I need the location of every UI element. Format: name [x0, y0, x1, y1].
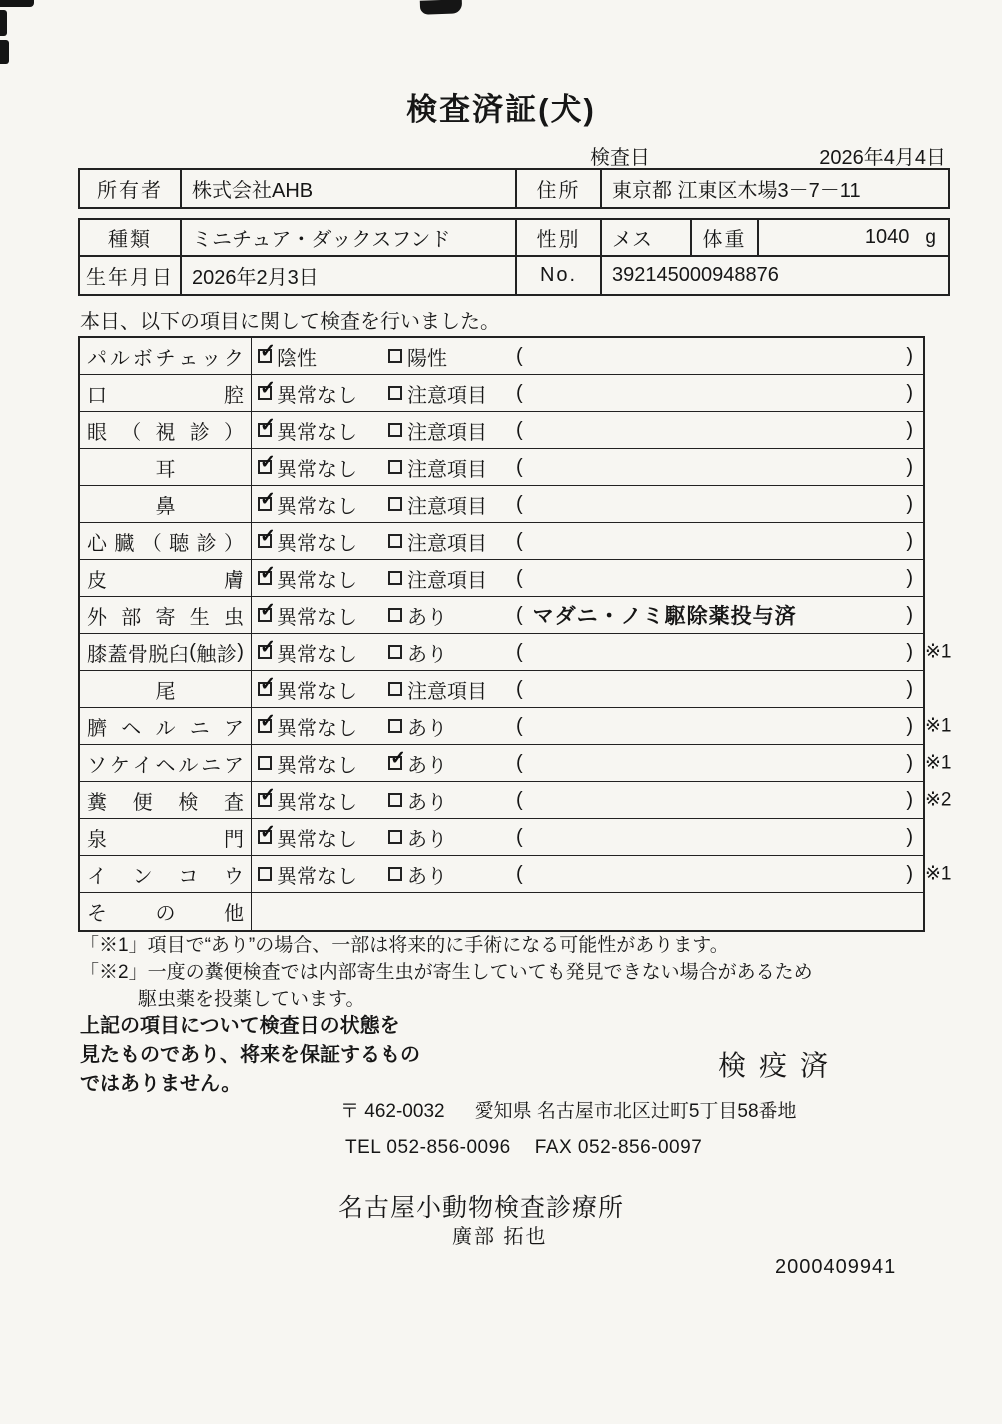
- open-paren: (: [516, 344, 523, 367]
- tel-number: TEL 052-856-0096: [345, 1137, 511, 1158]
- comment-cell: [512, 782, 923, 818]
- comment-cell: [512, 819, 923, 855]
- open-paren: (: [516, 751, 523, 774]
- owner-row: [80, 170, 948, 207]
- option-1-label: 異常なし: [277, 384, 357, 407]
- breed-label: 種類: [80, 220, 182, 255]
- intro-text: 本日、以下の項目に関して検査を行いました。: [80, 311, 500, 333]
- disclaimer: [80, 1012, 420, 1099]
- comment-cell: [512, 560, 923, 596]
- checkbox-icon: [388, 748, 406, 770]
- close-paren: ): [906, 455, 913, 478]
- checkbox-icon: [388, 423, 402, 437]
- inspection-row: [80, 597, 923, 634]
- document-number: 2000409941: [775, 1256, 897, 1278]
- inspection-table: [78, 336, 952, 932]
- option-1: [252, 338, 382, 374]
- option-1: [252, 597, 382, 633]
- option-1: [252, 671, 382, 707]
- checkbox-icon: [388, 534, 402, 548]
- option-2: [382, 449, 512, 485]
- inspection-row: [80, 671, 923, 708]
- scan-artifact: [420, 0, 462, 15]
- option-2: [382, 819, 512, 855]
- option-2-label: 注意項目: [407, 532, 487, 555]
- inspection-date-value: 2026年4月4日: [819, 147, 946, 169]
- option-1-label: 異常なし: [277, 458, 357, 481]
- inspection-row: [80, 375, 923, 412]
- no-label: No.: [517, 257, 602, 294]
- open-paren: (: [516, 640, 523, 663]
- sex-value: メス: [602, 220, 692, 255]
- address-value: 東京都 江東区木場3－7－11: [612, 180, 861, 202]
- option-1: [252, 634, 382, 670]
- owner-label: 所有者: [80, 170, 182, 207]
- item-label: 口 腔: [80, 375, 252, 411]
- checkbox-icon: [258, 674, 276, 696]
- close-paren: ): [906, 677, 913, 700]
- comment-cell: [512, 745, 923, 781]
- inspection-date-row: [590, 141, 946, 170]
- check-mark-icon: ✓: [260, 415, 276, 436]
- item-label: イ ン コ ウ: [80, 856, 252, 892]
- item-label: 臍 ヘ ル ニ ア: [80, 708, 252, 744]
- close-paren: ): [906, 529, 913, 552]
- check-mark-icon: ✓: [260, 785, 276, 806]
- option-2: [382, 412, 512, 448]
- close-paren: ): [906, 418, 913, 441]
- option-2: [382, 634, 512, 670]
- inspection-row: [80, 486, 923, 523]
- checkbox-icon: [258, 341, 276, 363]
- comment-cell: [512, 708, 923, 744]
- footnote-ref: ※2: [925, 789, 952, 811]
- option-1-label: 陰性: [277, 347, 317, 370]
- item-label: 眼 （ 視 診 ）: [80, 412, 252, 448]
- inspection-row: [80, 412, 923, 449]
- option-1: [252, 782, 382, 818]
- inspection-row: [80, 893, 923, 930]
- checkbox-icon: [388, 830, 402, 844]
- option-2: [382, 782, 512, 818]
- clinic-name: 名古屋小動物検査診療所: [338, 1194, 625, 1222]
- option-1-label: 異常なし: [277, 791, 357, 814]
- item-label: 泉 門: [80, 819, 252, 855]
- footnote-line: 「※2」一度の糞便検査では内部寄生虫が寄生していても発見できない場合があるため: [80, 962, 813, 983]
- option-2-label: あり: [407, 643, 447, 666]
- item-label: 耳: [80, 449, 252, 485]
- scan-artifact: [0, 0, 34, 7]
- check-mark-icon: ✓: [260, 378, 276, 399]
- address-label: 住所: [517, 170, 602, 207]
- option-2: [382, 597, 512, 633]
- check-mark-icon: ✓: [260, 489, 276, 510]
- option-2-label: 陽性: [407, 347, 447, 370]
- checkbox-icon: [258, 526, 276, 548]
- option-1: [252, 745, 382, 781]
- check-mark-icon: ✓: [260, 563, 276, 584]
- open-paren: (: [516, 862, 523, 885]
- option-1-label: 異常なし: [277, 717, 357, 740]
- option-1: [252, 375, 382, 411]
- option-2-label: あり: [407, 791, 447, 814]
- check-mark-icon: ✓: [260, 674, 276, 695]
- footnotes: [80, 932, 813, 1013]
- open-paren: (: [516, 825, 523, 848]
- checkbox-icon: [258, 711, 276, 733]
- check-mark-icon: ✓: [260, 341, 276, 362]
- item-label: そ の 他: [80, 893, 252, 930]
- option-2-label: 注意項目: [407, 495, 487, 518]
- open-paren: (: [516, 677, 523, 700]
- close-paren: ): [906, 640, 913, 663]
- checkbox-icon: [388, 793, 402, 807]
- option-1: [252, 819, 382, 855]
- footnote-ref: ※1: [925, 641, 952, 663]
- vet-name: 廣部 拓也: [452, 1226, 548, 1248]
- checkbox-icon: [388, 497, 402, 511]
- weight-number: 1040: [864, 226, 910, 248]
- close-paren: ): [906, 603, 913, 626]
- option-1: [252, 412, 382, 448]
- checkbox-icon: [258, 452, 276, 474]
- comment-cell: [512, 523, 923, 559]
- checkbox-icon: [258, 600, 276, 622]
- open-paren: (: [516, 381, 523, 404]
- option-1: [252, 856, 382, 892]
- item-label: 糞 便 検 査: [80, 782, 252, 818]
- option-2: [382, 486, 512, 522]
- breed-row: [80, 220, 948, 257]
- option-1-label: 異常なし: [277, 865, 357, 888]
- weight-value: [759, 220, 948, 255]
- comment-cell: [512, 486, 923, 522]
- option-2: [382, 708, 512, 744]
- option-1: [252, 708, 382, 744]
- checkbox-icon: [388, 460, 402, 474]
- close-paren: ): [906, 825, 913, 848]
- scan-artifact: [0, 40, 9, 64]
- pet-table: [78, 218, 950, 296]
- option-2-label: 注意項目: [407, 421, 487, 444]
- option-2: [382, 856, 512, 892]
- owner-table: [78, 168, 950, 209]
- option-2-label: あり: [407, 865, 447, 888]
- checkbox-icon: [388, 386, 402, 400]
- comment-text: マダニ・ノミ駆除薬投与済: [532, 605, 797, 628]
- close-paren: ): [906, 344, 913, 367]
- inspection-row: [80, 819, 923, 856]
- checkbox-icon: [258, 867, 272, 881]
- item-label: 皮 膚: [80, 560, 252, 596]
- checkbox-icon: [258, 489, 276, 511]
- comment-cell: [512, 634, 923, 670]
- option-2: [382, 375, 512, 411]
- option-2: [382, 523, 512, 559]
- checkbox-icon: [388, 571, 402, 585]
- open-paren: (: [516, 714, 523, 737]
- check-mark-icon: ✓: [260, 822, 276, 843]
- birth-row: [80, 257, 948, 294]
- option-1-label: 異常なし: [277, 643, 357, 666]
- option-2-label: 注意項目: [407, 569, 487, 592]
- scan-artifact: [0, 10, 7, 36]
- weight-unit: g: [925, 226, 936, 248]
- close-paren: ): [906, 862, 913, 885]
- inspection-row: [80, 708, 952, 745]
- checkbox-icon: [388, 349, 402, 363]
- option-1-label: 異常なし: [277, 828, 357, 851]
- checkbox-icon: [258, 785, 276, 807]
- open-paren: (: [516, 418, 523, 441]
- checkbox-icon: [258, 415, 276, 437]
- comment-cell: [512, 856, 923, 892]
- inspection-row: [80, 523, 923, 560]
- disclaimer-line: 上記の項目について検査日の状態を: [80, 1015, 400, 1037]
- postal-code: 〒 462-0032: [340, 1101, 445, 1122]
- footnote-ref: ※1: [925, 752, 952, 774]
- checkbox-icon: [388, 608, 402, 622]
- comment-cell: [512, 412, 923, 448]
- item-label: 鼻: [80, 486, 252, 522]
- item-label: 膝 蓋 骨 脱 臼 ( 触 診 ): [80, 634, 252, 670]
- footnote-line: 「※1」項目で“あり”の場合、一部は将来的に手術になる可能性があります。: [80, 935, 729, 956]
- option-1-label: 異常なし: [277, 606, 357, 629]
- fax-number: FAX 052-856-0097: [534, 1137, 703, 1158]
- owner-value: 株式会社AHB: [182, 170, 517, 207]
- item-label: 心 臓 （ 聴 診 ）: [80, 523, 252, 559]
- inspection-row: [80, 782, 952, 819]
- birth-value: 2026年2月3日: [182, 257, 517, 294]
- breed-value: ミニチュア・ダックスフンド: [182, 220, 517, 255]
- page-title: 検査済証(犬): [406, 92, 596, 127]
- checkbox-icon: [258, 637, 276, 659]
- check-mark-icon: ✓: [390, 748, 406, 769]
- option-1-label: 異常なし: [277, 754, 357, 777]
- birth-label: 生年月日: [80, 257, 182, 294]
- option-1-label: 異常なし: [277, 495, 357, 518]
- option-1: [252, 523, 382, 559]
- close-paren: ): [906, 492, 913, 515]
- disclaimer-line: ではありません。: [80, 1073, 242, 1095]
- option-1-label: 異常なし: [277, 532, 357, 555]
- check-mark-icon: ✓: [260, 711, 276, 732]
- inspection-row: [80, 745, 952, 782]
- checkbox-icon: [258, 563, 276, 585]
- option-2: [382, 745, 512, 781]
- open-paren: (: [516, 529, 523, 552]
- clinic-address: [340, 1096, 797, 1123]
- check-mark-icon: ✓: [260, 526, 276, 547]
- open-paren: (: [516, 566, 523, 589]
- option-1-label: 異常なし: [277, 680, 357, 703]
- no-value: 392145000948876: [612, 264, 779, 286]
- footnote-ref: ※1: [925, 863, 952, 885]
- inspection-row: [80, 449, 923, 486]
- weight-label: 体重: [692, 220, 759, 255]
- contact-line: [345, 1137, 702, 1159]
- checkbox-icon: [388, 867, 402, 881]
- close-paren: ): [906, 714, 913, 737]
- inspection-row: [80, 338, 923, 375]
- inspection-row: [80, 560, 923, 597]
- option-2-label: あり: [407, 717, 447, 740]
- inspection-row: [80, 856, 952, 893]
- option-1: [252, 449, 382, 485]
- option-2: [382, 338, 512, 374]
- option-1: [252, 486, 382, 522]
- item-label: ソ ケ イ ヘ ル ニ ア: [80, 745, 252, 781]
- option-2-label: あり: [407, 606, 447, 629]
- checkbox-icon: [388, 682, 402, 696]
- open-paren: (: [516, 788, 523, 811]
- close-paren: ): [906, 751, 913, 774]
- comment-cell: [512, 597, 923, 633]
- checkbox-icon: [258, 822, 276, 844]
- comment-cell: [512, 671, 923, 707]
- option-1: [252, 560, 382, 596]
- open-paren: (: [516, 603, 523, 626]
- checkbox-icon: [388, 719, 402, 733]
- check-mark-icon: ✓: [260, 637, 276, 658]
- inspection-date-label: 検査日: [590, 147, 650, 169]
- disclaimer-line: 見たものであり、将来を保証するもの: [80, 1044, 420, 1066]
- checkbox-icon: [258, 378, 276, 400]
- item-label: 尾: [80, 671, 252, 707]
- item-label: パ ル ボ チ ェ ッ ク: [80, 338, 252, 374]
- check-mark-icon: ✓: [260, 452, 276, 473]
- option-2: [382, 560, 512, 596]
- comment-cell: [512, 375, 923, 411]
- item-label: 外 部 寄 生 虫: [80, 597, 252, 633]
- option-2-label: 注意項目: [407, 458, 487, 481]
- open-paren: (: [516, 492, 523, 515]
- quarantine-stamp: 検疫済: [718, 1050, 842, 1081]
- option-1-label: 異常なし: [277, 569, 357, 592]
- checkbox-icon: [258, 756, 272, 770]
- inspection-row: [80, 634, 952, 671]
- footnote-ref: ※1: [925, 715, 952, 737]
- close-paren: ): [906, 788, 913, 811]
- option-2-label: あり: [407, 828, 447, 851]
- option-2-label: 注意項目: [407, 680, 487, 703]
- checkbox-icon: [388, 645, 402, 659]
- footnote-line: 駆虫薬を投薬しています。: [138, 989, 365, 1010]
- option-1-label: 異常なし: [277, 421, 357, 444]
- address-text: 愛知県 名古屋市北区辻町5丁目58番地: [474, 1101, 797, 1122]
- comment-cell: [512, 449, 923, 485]
- check-mark-icon: ✓: [260, 600, 276, 621]
- close-paren: ): [906, 566, 913, 589]
- option-2: [382, 671, 512, 707]
- option-2-label: あり: [407, 754, 447, 777]
- close-paren: ): [906, 381, 913, 404]
- open-paren: (: [516, 455, 523, 478]
- sex-label: 性別: [517, 220, 602, 255]
- option-2-label: 注意項目: [407, 384, 487, 407]
- comment-cell: [512, 338, 923, 374]
